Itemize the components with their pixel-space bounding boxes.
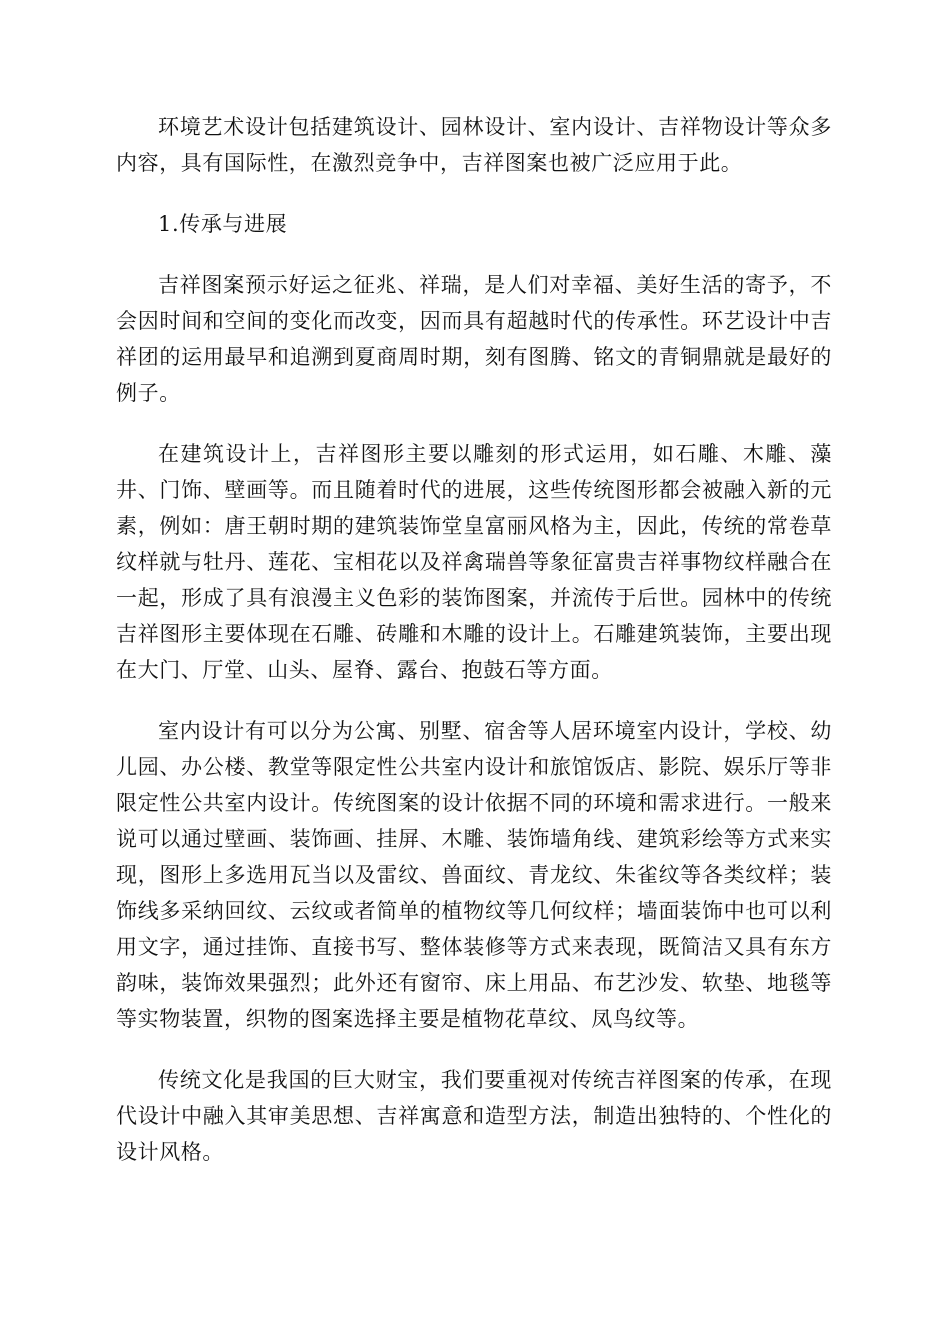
body-paragraph-1: 吉祥图案预示好运之征兆、祥瑞，是人们对幸福、美好生活的寄予，不会因时间和空间的变化而改变，因而具有超越时代的传承性。环艺设计中吉祥团的运用最早和追溯到夏商周时期，刻有图腾、铭文的青铜鼎就是最好的例子。 [116, 273, 832, 405]
body-paragraph-4: 传统文化是我国的巨大财宝，我们要重视对传统吉祥图案的传承，在现代设计中融入其审美思想、吉祥寓意和造型方法，制造出独特的、个性化的设计风格。 [116, 1068, 832, 1164]
intro-paragraph: 环境艺术设计包括建筑设计、园林设计、室内设计、吉祥物设计等众多内容，具有国际性，在激烈竞争中，吉祥图案也被广泛应用于此。 [116, 115, 832, 175]
document-page [116, 109, 832, 1195]
section-heading: 1.传承与进展 [158, 212, 288, 236]
body-paragraph-3: 室内设计有可以分为公寓、别墅、宿舍等人居环境室内设计，学校、幼儿园、办公楼、教堂等限定性公共室内设计和旅馆饭店、影院、娱乐厅等非限定性公共室内设计。传统图案的设计依据不同的环境和需求进行。一般来说可以通过壁画、装饰画、挂屏、木雕、装饰墙角线、建筑彩绘等方式来实现，图形上多选用瓦当以及雷纹、兽面纹、青龙纹、朱雀纹等各类纹样；装饰线多采纳回纹、云纹或者简单的植物纹等几何纹样；墙面装饰中也可以利用文字，通过挂饰、直接书写、整体装修等方式来表现，既简洁又具有东方韵味，装饰效果强烈；此外还有窗帘、床上用品、布艺沙发、软垫、地毯等等实物装置，织物的图案选择主要是植物花草纹、凤鸟纹等。 [116, 719, 832, 1031]
body-paragraph-2: 在建筑设计上，吉祥图形主要以雕刻的形式运用，如石雕、木雕、藻井、门饰、壁画等。而且随着时代的进展，这些传统图形都会被融入新的元素，例如：唐王朝时期的建筑装饰堂皇富丽风格为主，因此，传统的常卷草纹样就与牡丹、莲花、宝相花以及祥禽瑞兽等象征富贵吉祥事物纹样融合在一起，形成了具有浪漫主义色彩的装饰图案，并流传于后世。园林中的传统吉祥图形主要体现在石雕、砖雕和木雕的设计上。石雕建筑装饰，主要出现在大门、厅堂、山头、屋脊、露台、抱鼓石等方面。 [116, 442, 832, 682]
